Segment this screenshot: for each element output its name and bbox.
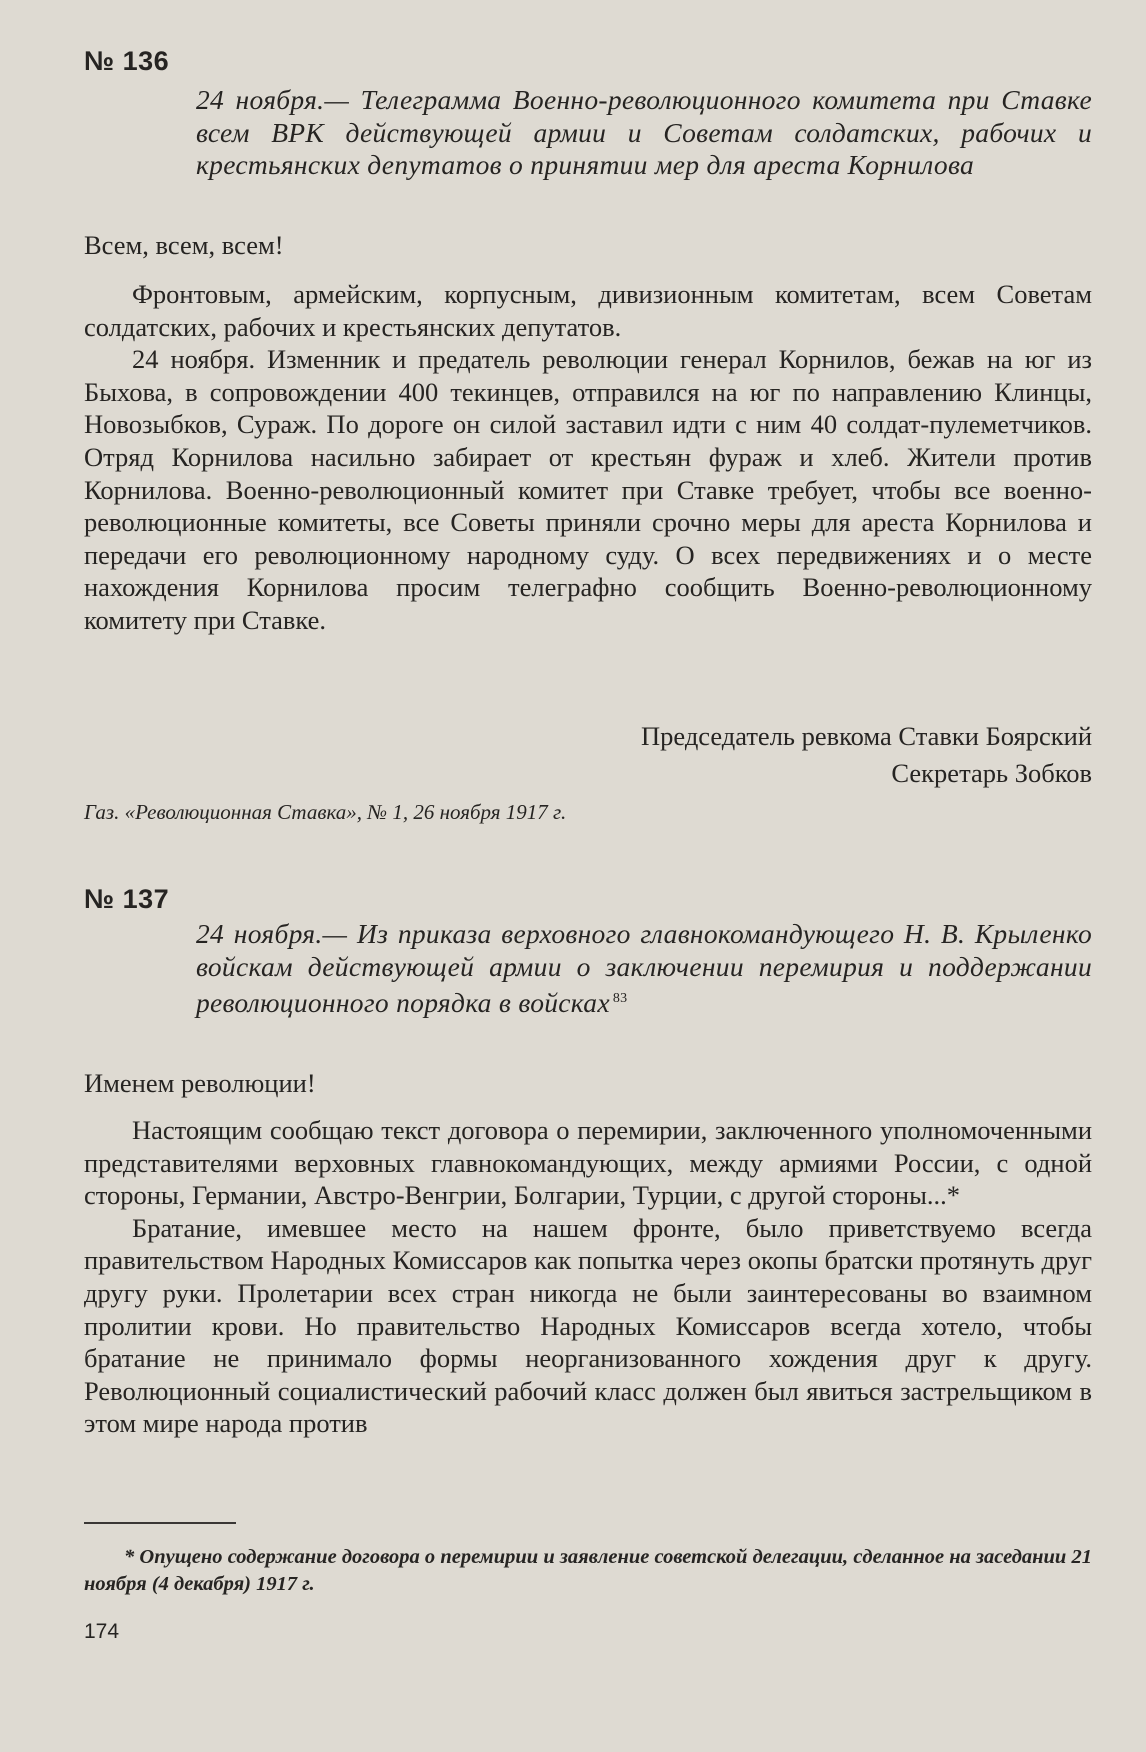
signature-chairman: Председатель ревкома Ставки Боярский [641,721,1092,751]
heading-text: 24 ноября.— Из приказа верховного главнокомандующего Н. В. Крыленко войскам действующей армии о заключении перемирия и поддержании революционного порядка в войсках [196,918,1092,1019]
salutation-137: Именем революции! [84,1068,316,1098]
document-body-136 [84,278,1092,637]
document-body-137 [84,1114,1092,1440]
paragraph: Фронтовым, армейским, корпусным, дивизионным комитетам, всем Советам солдатских, рабочих и крестьянских депутатов. [84,279,1092,342]
document-heading-137 [196,918,1092,1020]
note-reference: 83 [612,991,628,1007]
source-citation: Газ. «Революционная Ставка», № 1, 26 ноября 1917 г. [84,800,567,824]
document-number-137: № 137 [84,884,170,914]
paragraph: Настоящим сообщаю текст договора о перемирии, заключенного уполномоченными представителями верховных главнокомандующих, между армиями России, с одной стороны, Германии, Австро-Венгрии, Болгарии, Турции, с другой стороны...* [84,1115,1092,1211]
document-number-136: № 136 [84,46,170,76]
salutation-136: Всем, всем, всем! [84,230,284,260]
footnote-divider [84,1522,236,1524]
signature-block [641,718,1092,791]
paragraph: 24 ноября. Изменник и предатель революции генерал Корнилов, бежав на юг из Быхова, в сопровождении 400 текинцев, отправился на юг по направлению Клинцы, Новозыбков, Сураж. По дороге он силой заставил идти с ним 40 солдат-пулеметчиков. Отряд Корнилова насильно забирает от крестьян фураж и хлеб. Жители против Корнилова. Военно-революционный комитет при Ставке требует, чтобы все военно-революционные комитеты, все Советы приняли срочно меры для ареста Корнилова и передачи его революционному народному суду. О всех передвижениях и о месте нахождения Корнилова просим телеграфно сообщить Военно-революционному комитету при Ставке. [84,344,1092,635]
paragraph: Братание, имевшее место на нашем фронте, было приветствуемо всегда правительством Народных Комиссаров как попытка через окопы братски протянуть друг другу руки. Пролетарии всех стран никогда не были заинтересованы во взаимном пролитии крови. Но правительство Народных Комиссаров всегда хотело, чтобы братание не принимало формы неорганизованного хождения друг к другу. Революционный социалистический рабочий класс должен был явиться застрельщиком в этом мире народа против [84,1212,1092,1439]
signature-secretary: Секретарь Зобков [891,757,1092,788]
page-number: 174 [84,1620,120,1643]
footnote: * Опущено содержание договора о перемирии и заявление советской делегации, сделанное на заседании 21 ноября (4 декабря) 1917 г. [84,1546,1092,1595]
document-heading-136: 24 ноября.— Телеграмма Военно-революционного комитета при Ставке всем ВРК действующей армии и Советам солдатских, рабочих и крестьянских депутатов о принятии мер для ареста Корнилова [196,84,1092,181]
